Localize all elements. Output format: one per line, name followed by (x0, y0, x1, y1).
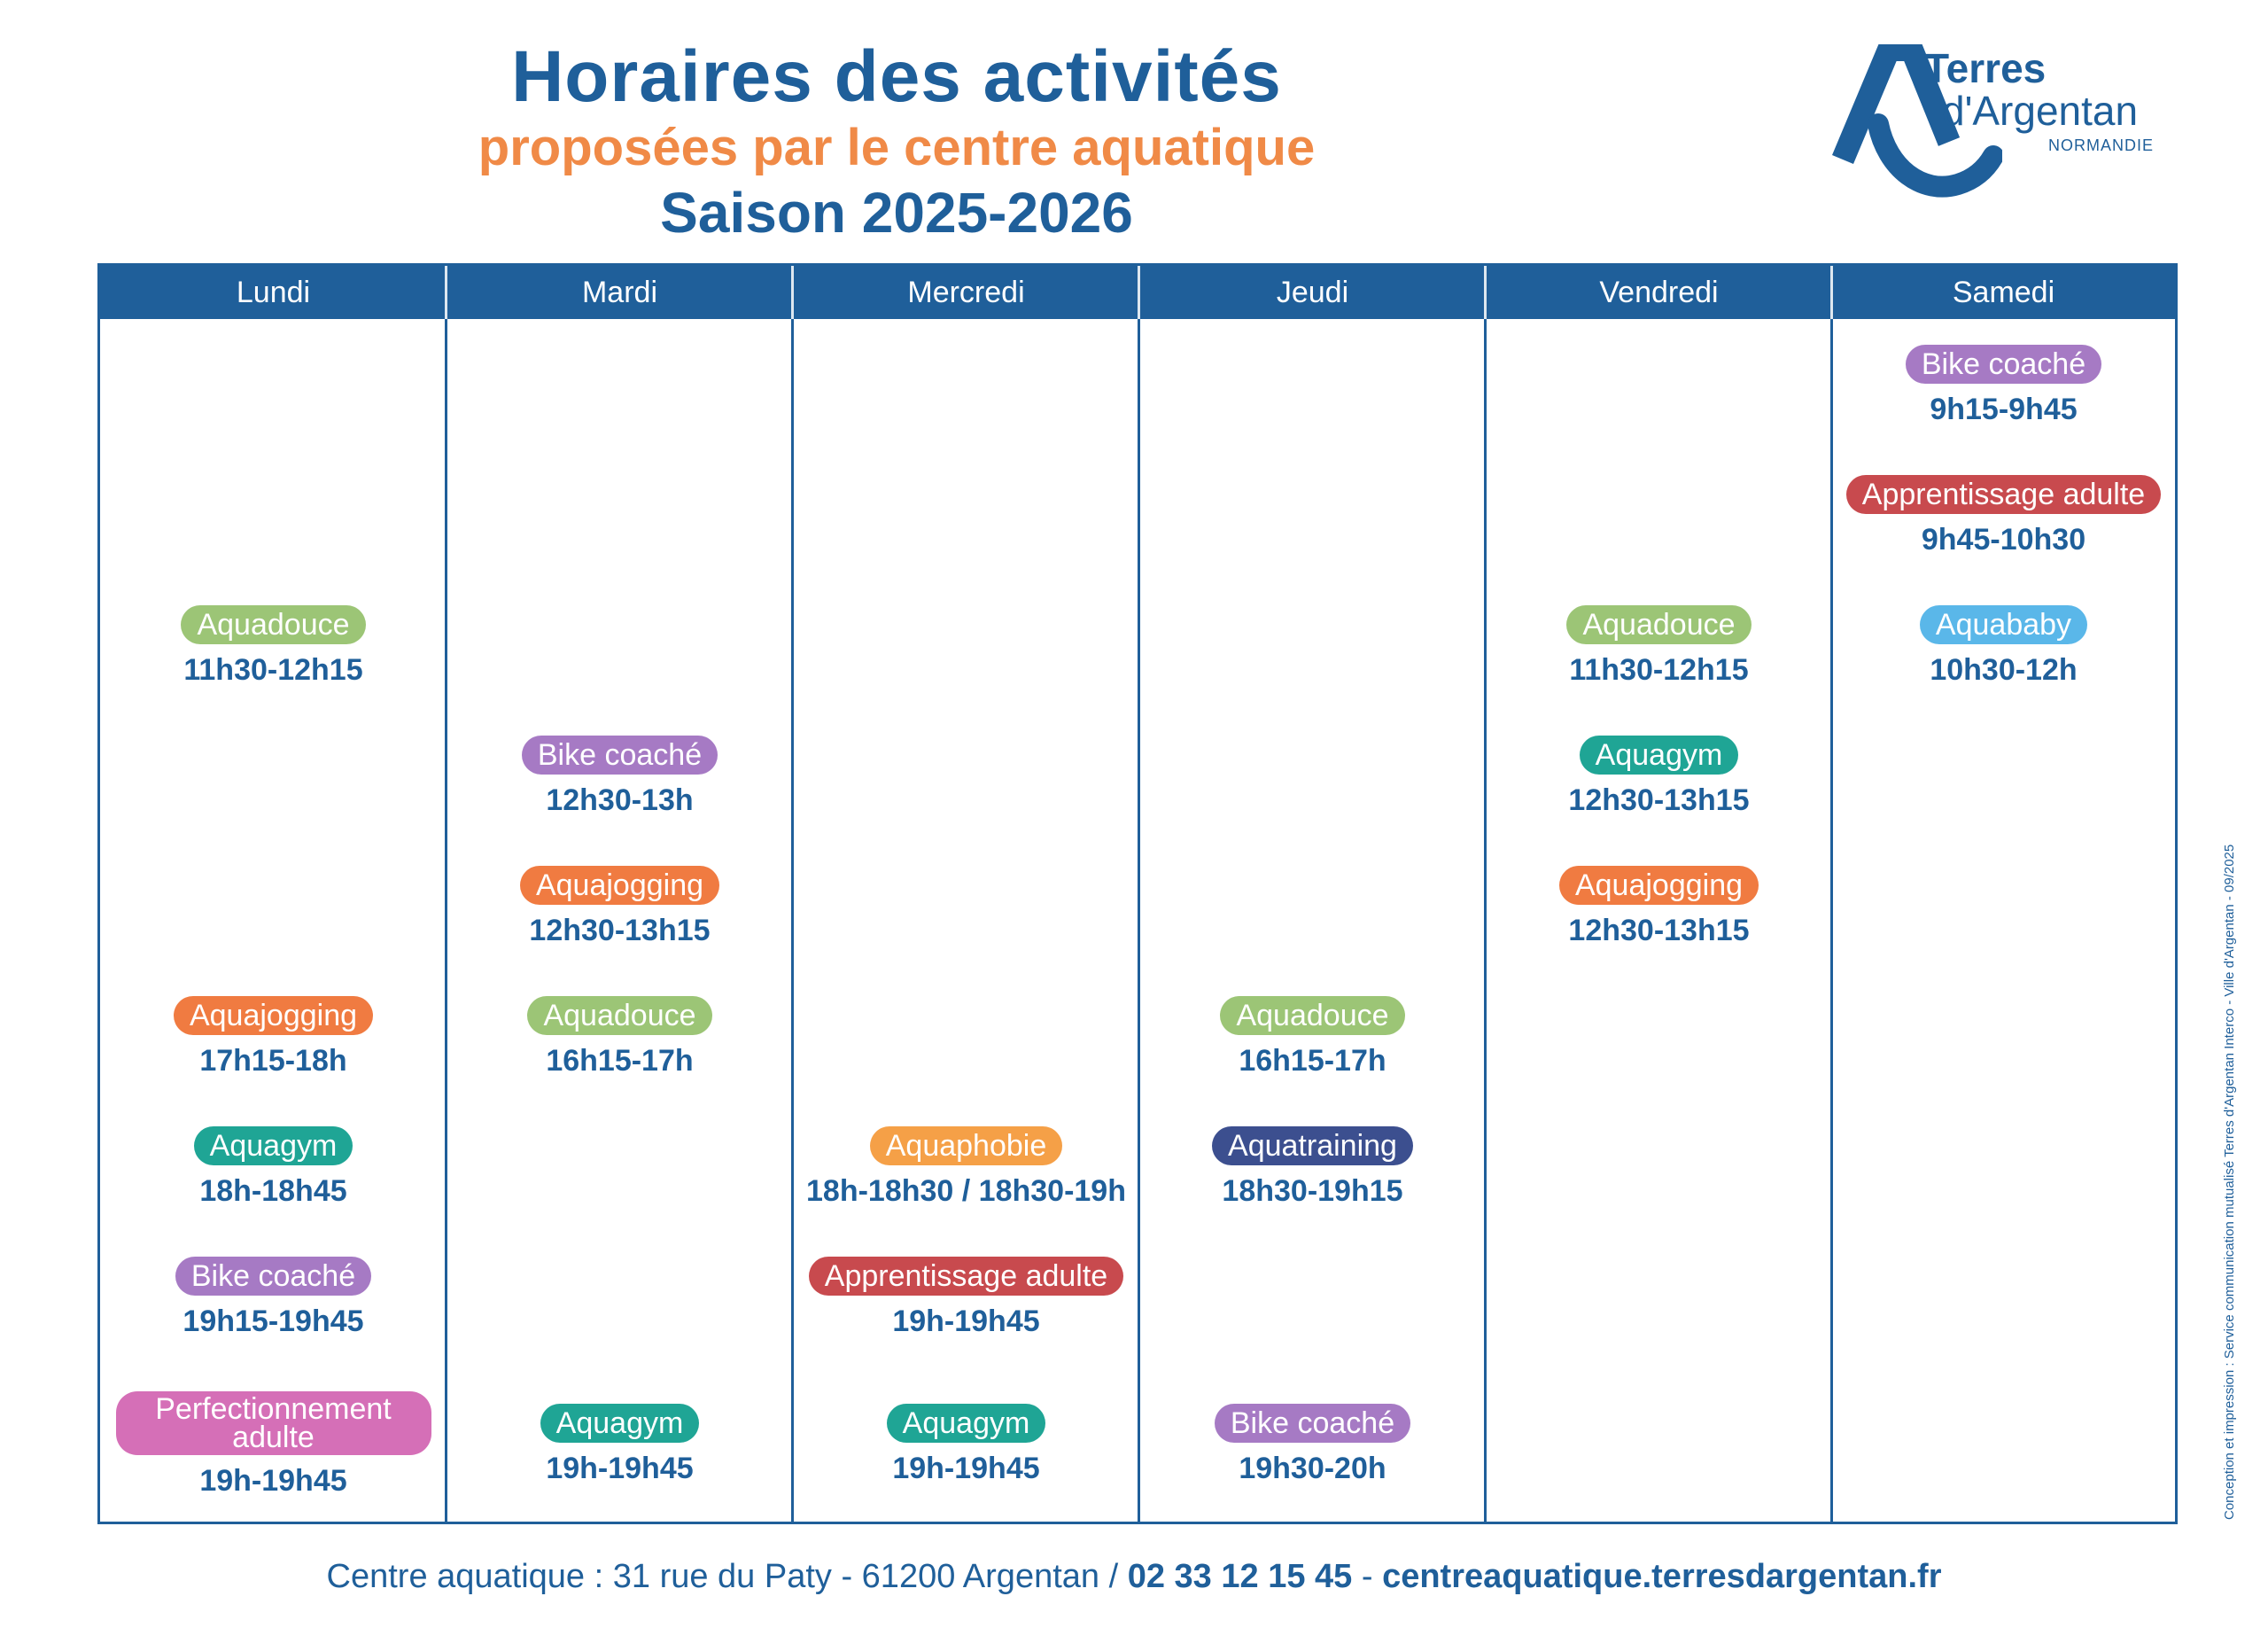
activity-pill: Aquagym (194, 1126, 353, 1165)
season-label: Saison 2025-2026 (660, 181, 1133, 245)
activity-time: 9h45-10h30 (1921, 523, 2086, 557)
activity-slot (1832, 475, 2175, 557)
activity-time: 19h-19h45 (892, 1304, 1040, 1338)
activity-slot (793, 1257, 1139, 1339)
activity-slot (447, 1404, 793, 1486)
header-divider (1138, 266, 1140, 319)
activity-time: 19h-19h45 (892, 1452, 1040, 1485)
activity-slot (1486, 866, 1832, 948)
day-header-lundi: Lundi (236, 276, 311, 309)
activity-pill: Aquadouce (181, 605, 365, 644)
activity-pill: Bike coaché (175, 1257, 371, 1296)
activity-pill: Aquaphobie (870, 1126, 1063, 1165)
day-header-samedi: Samedi (1952, 276, 2055, 309)
logo-text-argentan: d'Argentan (1942, 88, 2139, 134)
activity-slot (1486, 605, 1832, 688)
activity-time: 12h30-13h15 (1568, 783, 1750, 817)
activity-slot (100, 996, 447, 1078)
print-credit: Conception et impression : Service communication mutualisé Terres d'Argentan Interco - Ville d'Argentan - 09/2025 (2222, 844, 2237, 1520)
day-header-jeudi: Jeudi (1276, 276, 1349, 309)
activity-pill: Aquagym (540, 1404, 700, 1443)
activity-time: 12h30-13h15 (1568, 914, 1750, 947)
logo-text-normandie: NORMANDIE (2048, 136, 2155, 154)
activity-slot (793, 1126, 1139, 1209)
day-header-mardi: Mardi (581, 276, 658, 309)
activity-slot (1832, 605, 2175, 688)
header-divider (1830, 266, 1833, 319)
activity-pill: Aquababy (1920, 605, 2087, 644)
activity-pill: Aquatraining (1212, 1126, 1413, 1165)
activity-time: 11h30-12h15 (1569, 653, 1749, 687)
page-title: Horaires des activités (511, 36, 1282, 117)
activity-time: 12h30-13h (546, 783, 694, 817)
activity-time: 10h30-12h (1930, 653, 2078, 687)
activity-slot (1139, 1126, 1486, 1209)
title-block (0, 35, 1793, 248)
activity-time: 18h-18h45 (199, 1174, 347, 1208)
activity-time: 11h30-12h15 (183, 653, 363, 687)
activity-pill: Bike coaché (1215, 1404, 1410, 1443)
activity-pill: Apprentissage adulte (809, 1257, 1123, 1296)
activity-pill: Aquagym (887, 1404, 1046, 1443)
day-header-vendredi: Vendredi (1599, 276, 1719, 309)
activity-time: 19h15-19h45 (183, 1304, 364, 1338)
activity-pill: Bike coaché (1906, 345, 2101, 384)
activity-slot (100, 1391, 447, 1499)
activity-pill: Aquajogging (174, 996, 373, 1035)
page-subtitle: proposées par le centre aquatique (478, 119, 1316, 176)
header-divider (791, 266, 794, 319)
activity-time: 9h15-9h45 (1930, 393, 2078, 426)
activity-time: 18h30-19h15 (1222, 1174, 1403, 1208)
activity-pill: Aquagym (1580, 736, 1739, 775)
activity-time: 19h30-20h (1239, 1452, 1386, 1485)
activity-pill: Perfectionnement adulte (116, 1391, 431, 1455)
header-divider (1484, 266, 1487, 319)
footer-separator: - (1352, 1558, 1383, 1595)
activity-slot (1486, 736, 1832, 818)
terres-dargentan-logo (1825, 44, 2179, 204)
activity-pill: Aquadouce (527, 996, 711, 1035)
activity-slot (1139, 996, 1486, 1078)
activity-slot (1832, 345, 2175, 427)
activity-time: 19h-19h45 (546, 1452, 694, 1485)
activity-slot (793, 1404, 1139, 1486)
activity-slot (1139, 1404, 1486, 1486)
activity-slot (447, 866, 793, 948)
activity-slot (447, 996, 793, 1078)
logo-text-terres: Terres (1924, 45, 2047, 91)
header-divider (445, 266, 447, 319)
footer-contact (0, 1558, 2268, 1596)
footer-phone[interactable]: 02 33 12 15 45 (1127, 1558, 1353, 1595)
footer-website-link[interactable]: centreaquatique.terresdargentan.fr (1382, 1558, 1942, 1595)
activity-time: 16h15-17h (1239, 1044, 1386, 1078)
activity-pill: Aquajogging (1559, 866, 1759, 905)
activity-slot (447, 736, 793, 818)
activity-time: 16h15-17h (546, 1044, 694, 1078)
activity-slot (100, 605, 447, 688)
activity-pill: Aquajogging (520, 866, 719, 905)
activity-pill: Aquadouce (1220, 996, 1404, 1035)
activity-slot (100, 1257, 447, 1339)
activity-time: 17h15-18h (199, 1044, 347, 1078)
activity-pill: Bike coaché (522, 736, 718, 775)
activity-time: 12h30-13h15 (529, 914, 711, 947)
activity-time: 18h-18h30 / 18h30-19h (806, 1174, 1126, 1208)
activity-time: 19h-19h45 (199, 1464, 347, 1498)
footer-address: Centre aquatique : 31 rue du Paty - 61200 Argentan / (326, 1558, 1128, 1595)
schedule-table (97, 263, 2178, 1524)
day-header-mercredi: Mercredi (907, 276, 1025, 309)
activity-pill: Apprentissage adulte (1846, 475, 2161, 514)
activity-pill: Aquadouce (1566, 605, 1751, 644)
activity-slot (100, 1126, 447, 1209)
